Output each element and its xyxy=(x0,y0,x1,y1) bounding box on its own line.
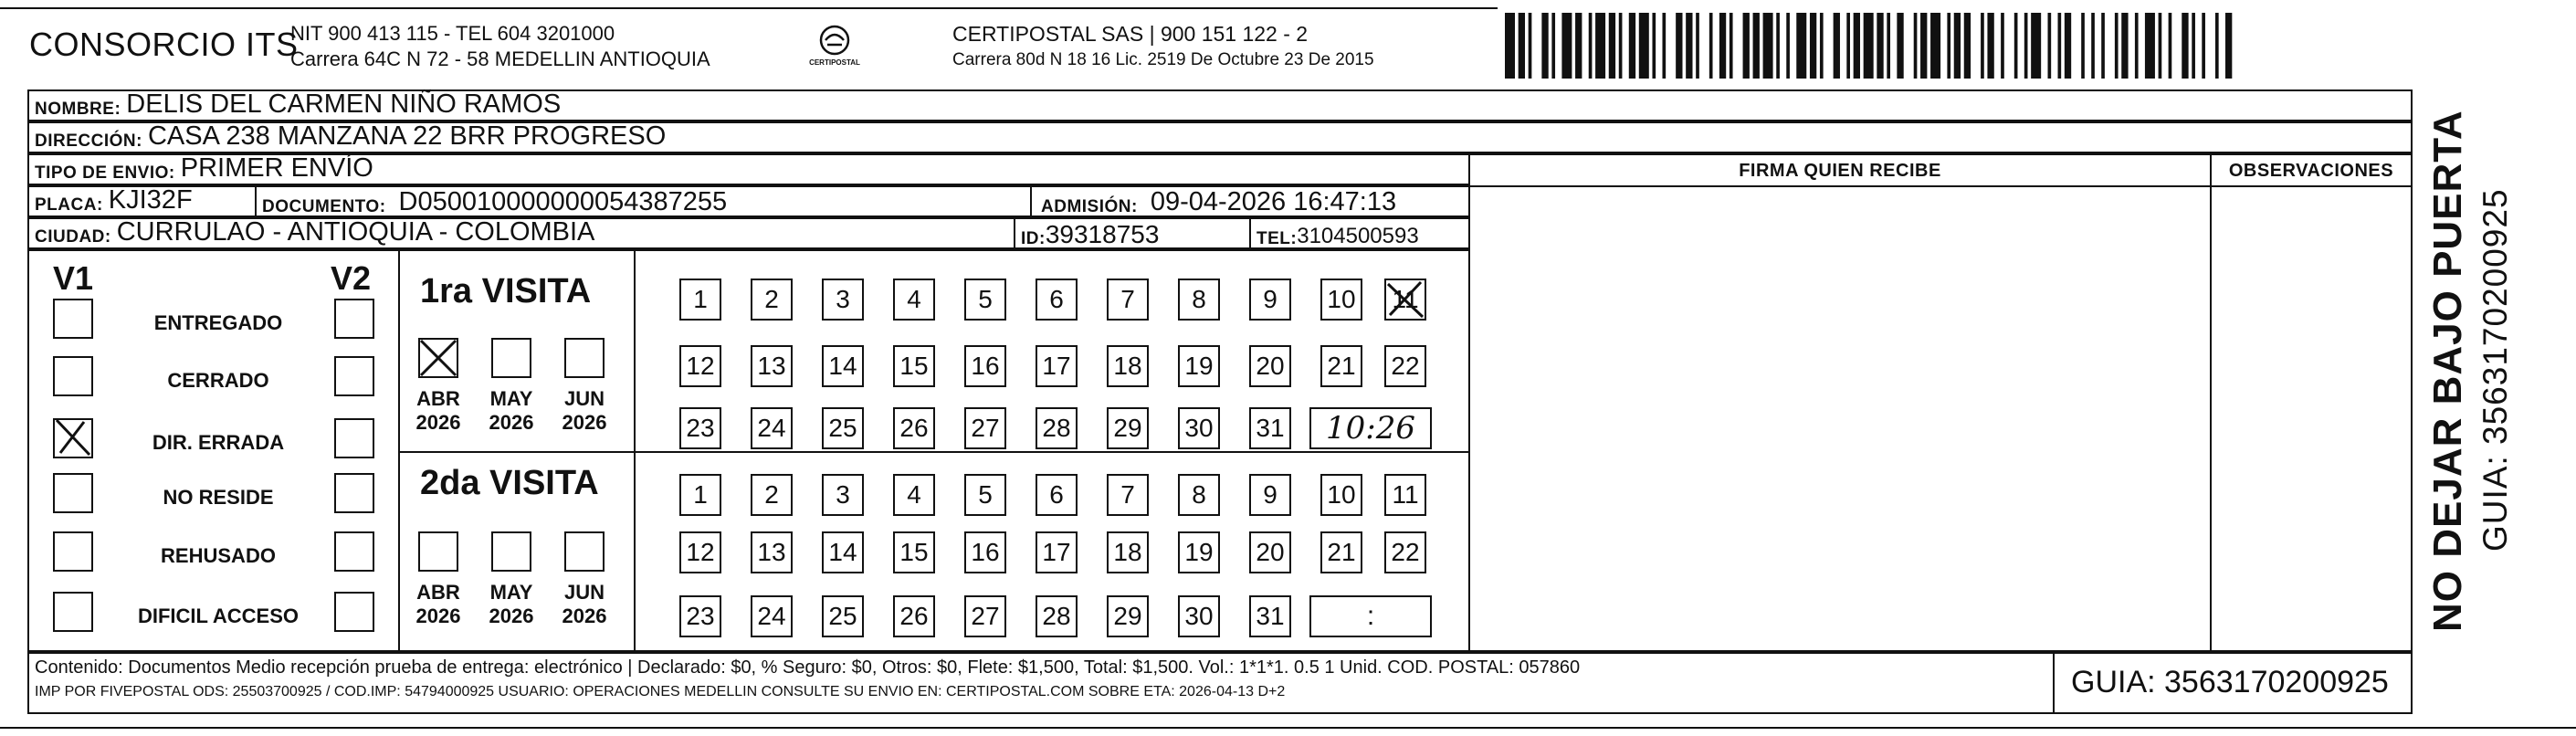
visit2-day-8[interactable]: 8 xyxy=(1178,474,1220,516)
nombre-row xyxy=(27,89,2413,121)
visit2-day-15[interactable]: 15 xyxy=(893,531,935,573)
visit1-day-11[interactable]: 11 xyxy=(1384,279,1426,321)
logo-text: CERTIPOSTAL xyxy=(809,58,860,67)
visit1-month-label: ABR xyxy=(416,387,460,410)
visit2-month-label: JUN xyxy=(563,581,605,604)
v1-checkbox[interactable] xyxy=(53,531,93,572)
tipo-envio-label: TIPO DE ENVIO: xyxy=(35,163,175,183)
firma-box xyxy=(1468,153,2212,652)
check-mark-icon xyxy=(53,418,93,458)
admision-label: ADMISIÓN: xyxy=(1041,197,1138,216)
placa-value: KJI32F xyxy=(108,185,193,215)
visit2-day-28[interactable]: 28 xyxy=(1036,595,1078,637)
ciudad-value: CURRULAO - ANTIOQUIA - COLOMBIA xyxy=(116,217,595,247)
visit2-day-18[interactable]: 18 xyxy=(1107,531,1149,573)
visit2-day-1[interactable]: 1 xyxy=(679,474,721,516)
visit1-day-12[interactable]: 12 xyxy=(679,345,721,387)
v2-checkbox[interactable] xyxy=(334,592,374,632)
v2-checkbox[interactable] xyxy=(334,473,374,513)
v1-label: V1 xyxy=(53,259,94,297)
documento-cell xyxy=(255,185,727,217)
carrier-nit-line: CERTIPOSTAL SAS | 900 151 122 - 2 xyxy=(952,22,1309,46)
visit1-year-label: 2026 xyxy=(415,411,461,434)
v2-label: V2 xyxy=(331,259,372,297)
v2-checkbox[interactable] xyxy=(334,418,374,458)
status-label: DIFICIL ACCESO xyxy=(137,605,299,627)
visit2-day-23[interactable]: 23 xyxy=(679,595,721,637)
documento-label: DOCUMENTO: xyxy=(262,197,386,216)
visit1-month-checkbox[interactable] xyxy=(418,338,458,378)
visit1-day-18[interactable]: 18 xyxy=(1107,345,1149,387)
visit1-day-2[interactable]: 2 xyxy=(751,279,793,321)
visit2-day-4[interactable]: 4 xyxy=(893,474,935,516)
visit1-day-6[interactable]: 6 xyxy=(1036,279,1078,321)
ciudad-row xyxy=(27,217,1470,249)
direccion-label: DIRECCIÓN: xyxy=(35,131,142,151)
visit2-day-24[interactable]: 24 xyxy=(751,595,793,637)
company-name: CONSORCIO ITS xyxy=(29,26,299,63)
visit2-day-25[interactable]: 25 xyxy=(822,595,864,637)
visit1-day-22[interactable]: 22 xyxy=(1384,345,1426,387)
visit2-day-11[interactable]: 11 xyxy=(1384,474,1426,516)
visit1-day-29[interactable]: 29 xyxy=(1107,407,1149,449)
visit2-day-13[interactable]: 13 xyxy=(751,531,793,573)
visit1-month-checkbox[interactable] xyxy=(491,338,531,378)
visit1-day-24[interactable]: 24 xyxy=(751,407,793,449)
visit1-month-checkbox[interactable] xyxy=(564,338,605,378)
visit2-day-6[interactable]: 6 xyxy=(1036,474,1078,516)
visit2-month-checkbox[interactable] xyxy=(564,531,605,572)
id-value: 39318753 xyxy=(1045,220,1160,248)
carrier-address-line: Carrera 80d N 18 16 Lic. 2519 De Octubre 23 De 2015 xyxy=(952,50,1374,69)
status-label: ENTREGADO xyxy=(153,311,283,334)
top-rule xyxy=(0,7,1498,9)
direccion-row xyxy=(27,121,2413,153)
visit1-day-9[interactable]: 9 xyxy=(1249,279,1291,321)
visit1-day-13[interactable]: 13 xyxy=(751,345,793,387)
visit1-month-label: MAY xyxy=(489,387,533,410)
direccion-value: CASA 238 MANZANA 22 BRR PROGRESO xyxy=(147,121,667,151)
visit2-day-16[interactable]: 16 xyxy=(964,531,1006,573)
visit2-day-21[interactable]: 21 xyxy=(1320,531,1362,573)
visit2-day-30[interactable]: 30 xyxy=(1178,595,1220,637)
visit1-year-label: 2026 xyxy=(489,411,534,434)
visit2-month-label: MAY xyxy=(489,581,533,604)
visit1-day-15[interactable]: 15 xyxy=(893,345,935,387)
visit1-day-26[interactable]: 26 xyxy=(893,407,935,449)
firma-divider xyxy=(1470,185,2210,187)
visit2-month-checkbox[interactable] xyxy=(418,531,458,572)
tipo-envio-value: PRIMER ENVÍO xyxy=(180,153,373,183)
visit2-day-12[interactable]: 12 xyxy=(679,531,721,573)
visit2-day-3[interactable]: 3 xyxy=(822,474,864,516)
company-address-line: Carrera 64C N 72 - 58 MEDELLIN ANTIOQUIA xyxy=(290,47,710,70)
v1-checkbox[interactable] xyxy=(53,473,93,513)
visit2-year-label: 2026 xyxy=(489,605,534,627)
documento-value: D050010000000054387255 xyxy=(398,187,728,216)
company-nit-line: NIT 900 413 115 - TEL 604 3201000 xyxy=(290,22,615,45)
visit2-title: 2da VISITA xyxy=(420,464,599,502)
bottom-rule xyxy=(0,727,2576,729)
visit1-time-box[interactable]: 10:26 xyxy=(1309,407,1432,449)
tel-cell xyxy=(1249,217,1419,249)
ciudad-label: CIUDAD: xyxy=(35,227,111,247)
visit1-day-4[interactable]: 4 xyxy=(893,279,935,321)
visit1-day-27[interactable]: 27 xyxy=(964,407,1006,449)
visit1-day-5[interactable]: 5 xyxy=(964,279,1006,321)
visit1-day-30[interactable]: 30 xyxy=(1178,407,1220,449)
admision-cell xyxy=(1030,185,1396,217)
placa-row xyxy=(27,185,1470,217)
visit2-day-27[interactable]: 27 xyxy=(964,595,1006,637)
footer-line2: IMP POR FIVEPOSTAL ODS: 25503700925 / COD.IMP: 54794000925 USUARIO: OPERACIONES MEDELLIN CONSULTE SU ENVIO EN: CERTIPOSTAL.COM SOBRE ETA: 2026-04-13 D+2 xyxy=(35,684,1286,699)
visit1-day-14[interactable]: 14 xyxy=(822,345,864,387)
v2-checkbox[interactable] xyxy=(334,531,374,572)
visit2-time-box[interactable]: : xyxy=(1309,595,1432,637)
visit1-day-25[interactable]: 25 xyxy=(822,407,864,449)
id-cell xyxy=(1014,217,1159,249)
visit2-day-5[interactable]: 5 xyxy=(964,474,1006,516)
visit1-month-label: JUN xyxy=(563,387,605,410)
visit2-day-2[interactable]: 2 xyxy=(751,474,793,516)
visit1-day-1[interactable]: 1 xyxy=(679,279,721,321)
status-label: NO RESIDE xyxy=(163,486,274,509)
side-guia: GUIA: 3563170200925 xyxy=(2476,188,2514,552)
barcode xyxy=(1505,13,2235,79)
nombre-value: DELIS DEL CARMEN NIÑO RAMOS xyxy=(126,89,562,119)
visit1-day-19[interactable]: 19 xyxy=(1178,345,1220,387)
visit1-day-16[interactable]: 16 xyxy=(964,345,1006,387)
visit2-day-19[interactable]: 19 xyxy=(1178,531,1220,573)
observaciones-box xyxy=(2210,153,2413,652)
visit2-day-14[interactable]: 14 xyxy=(822,531,864,573)
placa-label: PLACA: xyxy=(35,195,103,215)
visit1-day-10[interactable]: 10 xyxy=(1320,279,1362,321)
v1-checkbox[interactable] xyxy=(53,592,93,632)
visit2-day-9[interactable]: 9 xyxy=(1249,474,1291,516)
v2-checkbox[interactable] xyxy=(334,299,374,339)
visit2-day-17[interactable]: 17 xyxy=(1036,531,1078,573)
nombre-label: NOMBRE: xyxy=(35,100,121,119)
status-label: REHUSADO xyxy=(161,544,276,567)
tel-label: TEL: xyxy=(1256,229,1298,248)
v1-checkbox[interactable] xyxy=(53,299,93,339)
visit1-day-21[interactable]: 21 xyxy=(1320,345,1362,387)
firma-label: FIRMA QUIEN RECIBE xyxy=(1739,161,1941,181)
v1-checkbox[interactable] xyxy=(53,418,93,458)
v1-checkbox[interactable] xyxy=(53,356,93,396)
admision-value: 09-04-2026 16:47:13 xyxy=(1150,187,1397,216)
visit1-day-31[interactable]: 31 xyxy=(1249,407,1291,449)
visit1-day-8[interactable]: 8 xyxy=(1178,279,1220,321)
side-warning: NO DEJAR BAJO PUERTA xyxy=(2425,110,2470,632)
visit-split-divider xyxy=(398,451,1470,453)
tel-value: 3104500593 xyxy=(1297,224,1419,248)
visit2-day-29[interactable]: 29 xyxy=(1107,595,1149,637)
visit2-month-checkbox[interactable] xyxy=(491,531,531,572)
footer-guia: GUIA: 3563170200925 xyxy=(2071,665,2389,699)
certipostal-logo-icon xyxy=(807,20,862,77)
status-label: DIR. ERRADA xyxy=(152,431,285,454)
visit2-day-20[interactable]: 20 xyxy=(1249,531,1291,573)
visit2-day-22[interactable]: 22 xyxy=(1384,531,1426,573)
id-label: ID: xyxy=(1021,229,1046,248)
visit2-day-26[interactable]: 26 xyxy=(893,595,935,637)
visit1-day-23[interactable]: 23 xyxy=(679,407,721,449)
visit2-day-31[interactable]: 31 xyxy=(1249,595,1291,637)
visit1-day-20[interactable]: 20 xyxy=(1249,345,1291,387)
visit2-month-label: ABR xyxy=(416,581,460,604)
visit1-day-17[interactable]: 17 xyxy=(1036,345,1078,387)
visit1-day-28[interactable]: 28 xyxy=(1036,407,1078,449)
footer-guia-divider xyxy=(2053,652,2055,714)
visit1-title: 1ra VISITA xyxy=(420,272,592,310)
footer-line1: Contenido: Documentos Medio recepción prueba de entrega: electrónico | Declarado: $0, % Seguro: $0, Otros: $0, Flete: $1,500, Total: $1,500. Vol.: 1*1*1. 0.5 1 Unid. COD. POSTAL: 057860 xyxy=(35,657,1581,678)
observaciones-label: OBSERVACIONES xyxy=(2228,161,2394,181)
tipo-envio-row xyxy=(27,153,1470,185)
visit2-day-7[interactable]: 7 xyxy=(1107,474,1149,516)
cross-mark-icon xyxy=(1384,279,1426,321)
v2-checkbox[interactable] xyxy=(334,356,374,396)
visit1-year-label: 2026 xyxy=(562,411,607,434)
status-label: CERRADO xyxy=(167,369,269,392)
visit1-day-7[interactable]: 7 xyxy=(1107,279,1149,321)
check-mark-icon xyxy=(418,338,458,378)
observaciones-divider xyxy=(2212,185,2411,187)
visit1-day-3[interactable]: 3 xyxy=(822,279,864,321)
visit2-year-label: 2026 xyxy=(415,605,461,627)
visit2-year-label: 2026 xyxy=(562,605,607,627)
visit2-day-10[interactable]: 10 xyxy=(1320,474,1362,516)
